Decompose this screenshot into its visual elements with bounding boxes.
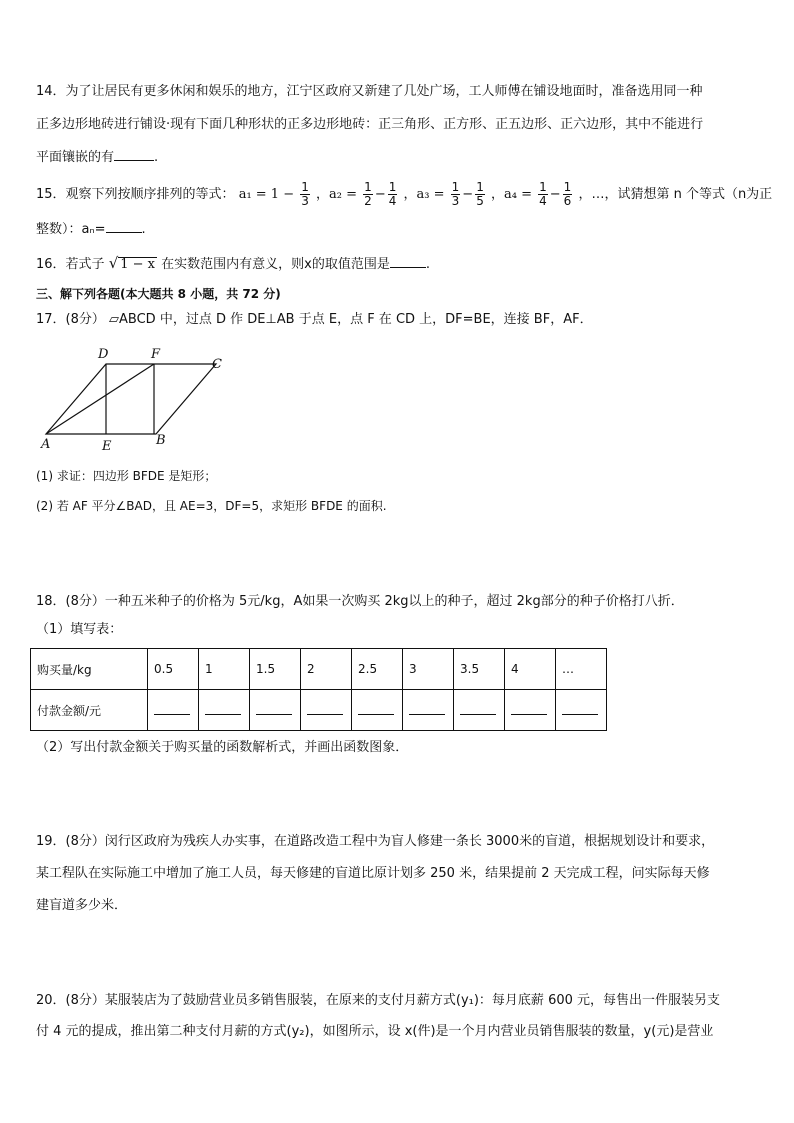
table-row [31, 690, 607, 731]
q17-part-2: (2) 若 AF 平分∠BAD，且 AE=3，DF=5，求矩形 BFDE 的面积. [36, 499, 387, 513]
answer-blank[interactable] [307, 702, 343, 715]
table-cell [454, 690, 505, 731]
table-cell [505, 690, 556, 731]
section-3-heading: 三、解下列各题(本大题共 8 小题，共 72 分) [36, 287, 281, 301]
table-cell: 1.5 [250, 649, 301, 690]
q15-line-2-end: . [141, 222, 146, 237]
table-cell [199, 690, 250, 731]
q18-stem: 18．(8分）一种五米种子的价格为 5元/kg，A如果一次购买 2kg以上的种子，超过 2kg部分的种子价格打八折． [36, 594, 684, 609]
answer-blank[interactable] [154, 702, 190, 715]
q19-line-2: 某工程队在实际施工中增加了施工人员，每天修建的盲道比原计划多 250 米，结果提前 2 天完成工程，问实际每天修 [36, 866, 710, 881]
q15-a3: ，a₃ = [403, 187, 445, 202]
q15-fraction-4b [563, 181, 573, 208]
q15-answer-blank[interactable] [106, 218, 142, 233]
table-cell: 0.5 [148, 649, 199, 690]
table-cell: … [556, 649, 607, 690]
q18-part-2: （2）写出付款金额关于购买量的函数解析式，并画出函数图象． [36, 740, 409, 755]
q15-f1-num: 1 [301, 180, 309, 194]
q16-pre: 16．若式子 [36, 257, 105, 272]
answer-blank[interactable] [256, 702, 292, 715]
q15-a4: ，a₄ = [490, 187, 532, 202]
q16-end: . [425, 257, 430, 272]
q16-sqrt-content: 1 − x [120, 257, 156, 272]
q15-f4a-den: 4 [539, 194, 547, 208]
table-cell [556, 690, 607, 731]
table-cell [148, 690, 199, 731]
label-e: E [102, 439, 112, 454]
answer-blank[interactable] [358, 702, 394, 715]
label-b: B [156, 433, 166, 448]
q14-line-1: 14．为了让居民有更多休闲和娱乐的地方，江宁区政府又新建了几处广场，工人师傅在铺设地面时，准备选用同一种 [36, 84, 703, 99]
parallelogram-figure [36, 344, 246, 454]
q15-f2b-num: 1 [388, 180, 397, 194]
q18-table [30, 648, 607, 731]
q17-stem: 17．(8分） ▱ABCD 中，过点 D 作 DE⊥AB 于点 E，点 F 在 CD 上，DF=BE，连接 BF，AF． [36, 312, 593, 327]
q15-intro: 15．观察下列按顺序排列的等式： [36, 187, 235, 202]
table-cell: 2.5 [352, 649, 403, 690]
answer-blank[interactable] [460, 702, 496, 715]
q15-f3a-num: 1 [451, 180, 460, 194]
q19-line-3: 建盲道多少米． [36, 898, 128, 913]
table-header-payment: 付款金额/元 [31, 690, 148, 731]
q14-line-3 [36, 146, 158, 168]
table-cell [301, 690, 352, 731]
q15-f3b-num: 1 [476, 180, 484, 194]
table-cell: 2 [301, 649, 352, 690]
table-cell [250, 690, 301, 731]
label-f: F [151, 347, 161, 362]
q15-fraction-4a [538, 181, 548, 208]
table-cell: 3 [403, 649, 454, 690]
q15-f1-den: 3 [301, 194, 309, 208]
answer-blank[interactable] [409, 702, 445, 715]
q15-f2a-num: 1 [364, 180, 372, 194]
q14-answer-blank[interactable] [114, 146, 154, 161]
label-d: D [98, 347, 109, 362]
q15-f4b-den: 6 [563, 194, 572, 208]
q15-f3b-den: 5 [476, 194, 484, 208]
q15-f2b-den: 4 [388, 194, 397, 208]
q15-f3a-den: 3 [451, 194, 460, 208]
table-cell: 3.5 [454, 649, 505, 690]
answer-blank[interactable] [511, 702, 547, 715]
q19-line-1: 19．(8分）闵行区政府为残疾人办实事，在道路改造工程中为盲人修建一条长 3000米的盲道，根据规划设计和要求， [36, 834, 715, 849]
q15-fraction-3a [451, 181, 461, 208]
q15-f4b-num: 1 [563, 180, 572, 194]
q14-line-2: 正多边形地砖进行铺设·现有下面几种形状的正多边形地砖：正三角形、正方形、正五边形、正六边形，其中不能进行 [36, 117, 704, 132]
q20-line-2: 付 4 元的提成，推出第二种支付月薪的方式(y₂)，如图所示，设 x(件)是一个月内营业员销售服装的数量，y(元)是营业 [36, 1024, 714, 1039]
table-cell: 4 [505, 649, 556, 690]
q15-fraction-1 [300, 181, 310, 208]
q14-line-3-text: 平面镶嵌的有 [36, 150, 115, 165]
q16-line [36, 253, 430, 275]
q15-tail: ，…，试猜想第 n 个等式（n为正 [578, 187, 773, 202]
q15-f4a-num: 1 [539, 180, 547, 194]
q15-f2a-den: 2 [364, 194, 372, 208]
q15-line-2-text: 整数）：aₙ= [36, 222, 106, 237]
q17-part-1: (1) 求证：四边形 BFDE 是矩形； [36, 469, 217, 483]
answer-blank[interactable] [562, 702, 598, 715]
q16-post: 在实数范围内有意义，则x的取值范围是 [161, 257, 390, 272]
q15-a1: a₁ = 1 − [238, 187, 295, 202]
segment-af [46, 364, 154, 434]
parallelogram-abcd [46, 364, 216, 434]
q16-answer-blank[interactable] [390, 253, 426, 268]
table-cell: 1 [199, 649, 250, 690]
table-row [31, 649, 607, 690]
q20-line-1: 20．(8分）某服装店为了鼓励营业员多销售服装，在原来的支付月薪方式(y₁)：每月底薪 600 元，每售出一件服装另支 [36, 993, 721, 1008]
sqrt-icon: √ [108, 254, 119, 272]
q15-a2: ，a₂ = [316, 187, 358, 202]
answer-blank[interactable] [205, 702, 241, 715]
q15-fraction-3b [475, 181, 485, 208]
q15-line-1: 15．观察下列按顺序排列的等式： a₁ = 1 − $\frac{1}{3}$ ，a₂ = $\frac{1}{2}$ − $\frac{1}{4}$ ，a₃ = $\frac{1}{3}$ − $\frac{1}{5}$ ，a₄ = $\frac{1}{4}$ − $\frac{1}{6}$ ，…，试猜想第 n 个等式（n为正 [36, 180, 773, 208]
q15-fraction-2b [388, 181, 398, 208]
q18-part-1: （1）填写表： [36, 622, 123, 637]
table-header-purchase: 购买量/kg [31, 649, 148, 690]
table-cell [352, 690, 403, 731]
q15-fraction-2a [363, 181, 373, 208]
q15-line-2 [36, 218, 146, 240]
label-a: A [41, 437, 51, 452]
label-c: C [212, 357, 222, 372]
q14-line-3-end: . [154, 150, 159, 165]
table-cell [403, 690, 454, 731]
